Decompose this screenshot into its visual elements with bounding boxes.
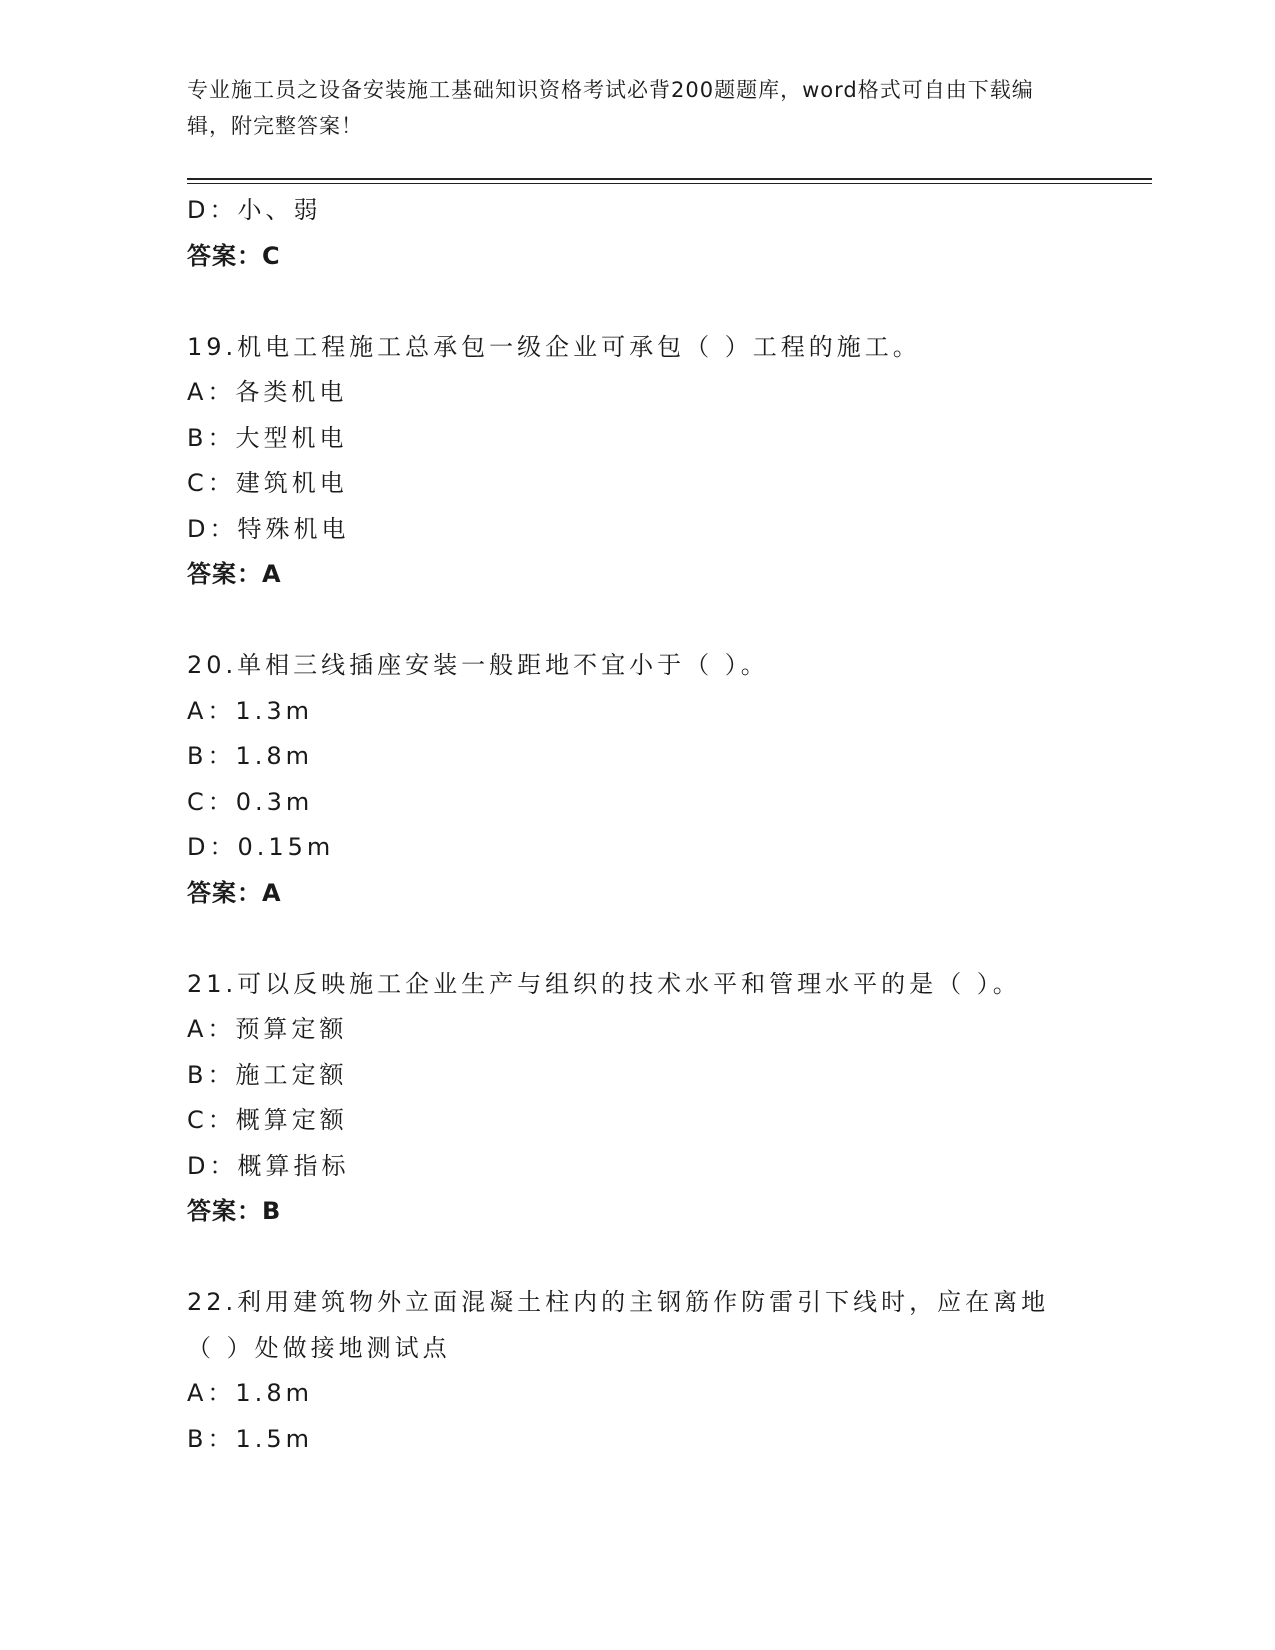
question-20 <box>187 643 1087 916</box>
option-b: B：1.8m <box>187 742 314 770</box>
question-21 <box>187 962 1087 1235</box>
answer-line: 答案：A <box>187 878 282 907</box>
question-22 <box>187 1280 1087 1462</box>
option-d: D：概算指标 <box>187 1151 350 1180</box>
option-a: A：各类机电 <box>187 378 348 406</box>
question-stem: 19.机电工程施工总承包一级企业可承包（ ）工程的施工。 <box>187 332 921 361</box>
option-c: C：概算定额 <box>187 1106 348 1134</box>
option-b: B：施工定额 <box>187 1060 348 1089</box>
option-c: C：0.3m <box>187 787 314 816</box>
header-rule-thick <box>187 178 1152 180</box>
question-19 <box>187 325 1087 598</box>
question-list <box>187 188 1087 1462</box>
answer-line: 答案：A <box>187 560 282 588</box>
answer-line: 答案：B <box>187 1197 282 1225</box>
option-d: D：特殊机电 <box>187 514 350 543</box>
header-rule-thin <box>187 183 1152 184</box>
question-stem-line-2: （ ）处做接地测试点 <box>187 1333 451 1362</box>
option-b: B：1.5m <box>187 1424 314 1453</box>
option-a: A：1.8m <box>187 1379 313 1407</box>
question-stem: 20.单相三线插座安装一般距地不宜小于（ ）。 <box>187 651 769 679</box>
question-stem-line-1: 22.利用建筑物外立面混凝土柱内的主钢筋作防雷引下线时，应在离地 <box>187 1288 1050 1316</box>
answer-line: 答案：C <box>187 241 281 270</box>
option-d: D：0.15m <box>187 833 335 861</box>
option-a: A：1.3m <box>187 696 313 725</box>
option-a: A：预算定额 <box>187 1015 348 1043</box>
option-c: C：建筑机电 <box>187 469 348 497</box>
option-d: D：小、弱 <box>187 196 322 224</box>
document-header: 专业施工员之设备安装施工基础知识资格考试必背200题题库，word格式可自由下载编辑，附完整答案！ <box>187 78 1034 138</box>
option-b: B：大型机电 <box>187 423 348 452</box>
question-stem: 21.可以反映施工企业生产与组织的技术水平和管理水平的是（ ）。 <box>187 969 1021 998</box>
